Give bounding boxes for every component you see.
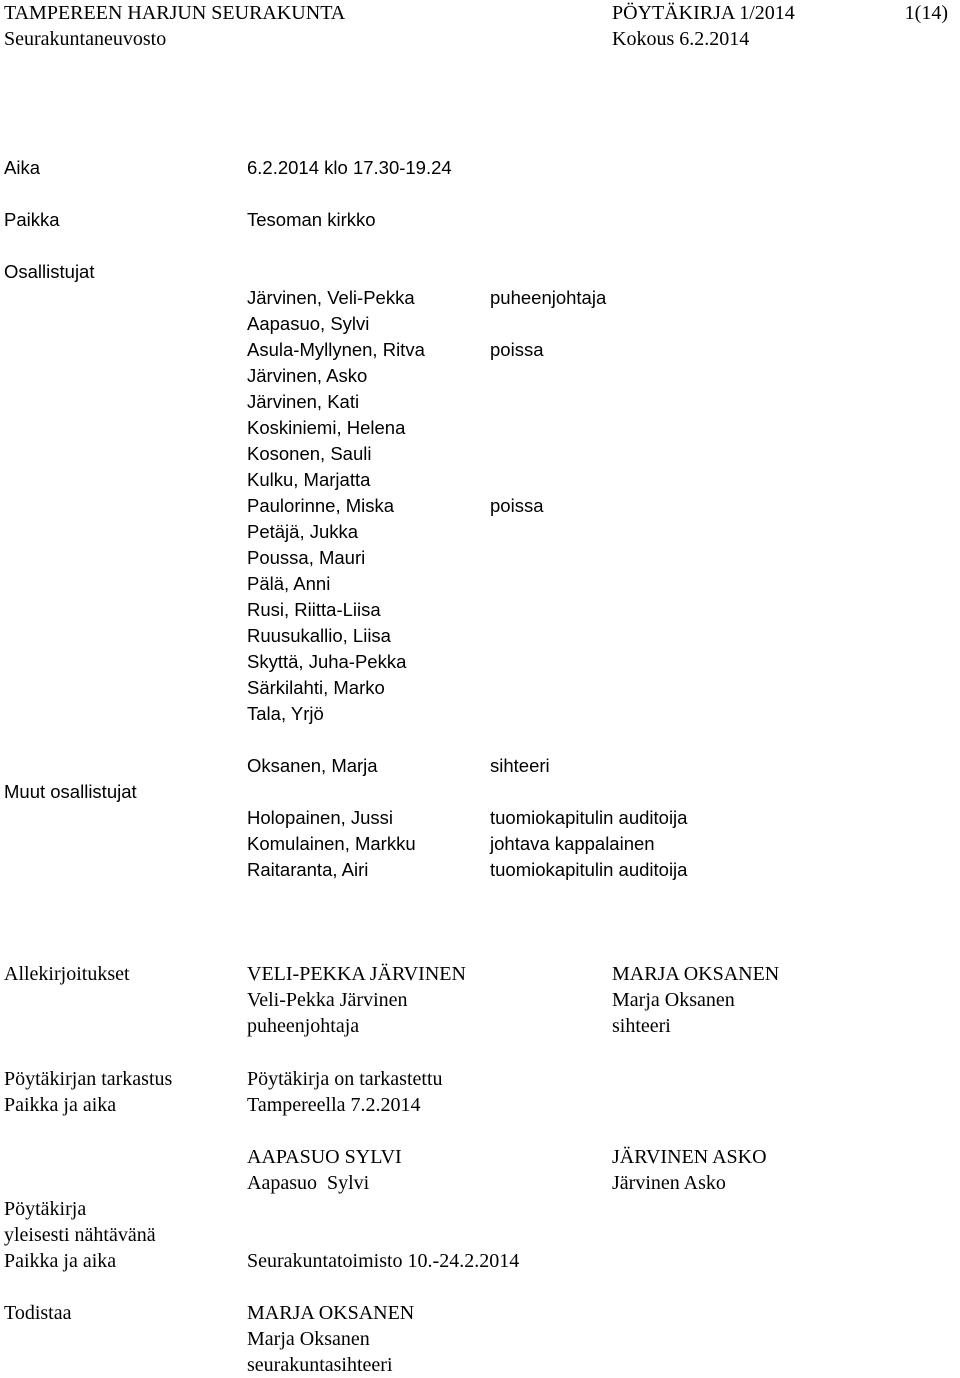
other-attendee-name: Raitaranta, Airi [247,859,369,880]
tarkastus-value: Pöytäkirja on tarkastettu [247,1068,443,1090]
paikka-label: Paikka [4,209,60,230]
member-name: Poussa, Mauri [247,547,366,568]
nahtavana-place-label: Paikka ja aika [4,1250,117,1272]
other-attendee-name: Komulainen, Markku [247,833,416,854]
member-role [490,545,606,571]
other-attendee-name-list [247,805,416,883]
member-name: Tala, Yrjö [247,703,324,724]
other-attendee-role-list [490,805,687,883]
secretary-signature-name: Marja Oksanen [612,989,735,1011]
member-name: Särkilahti, Marko [247,677,385,698]
nahtavana-label-line1: Pöytäkirja [4,1198,87,1220]
chair-name: Veli-Pekka Järvinen [247,989,408,1011]
organization-name: TAMPEREEN HARJUN SEURAKUNTA [4,2,346,24]
nahtavana-label-line2: yleisesti nähtävänä [4,1224,156,1246]
tarkastus-place-value: Tampereella 7.2.2014 [247,1094,421,1116]
checker2-signature-block [612,1144,767,1196]
member-name: Asula-Myllynen, Ritva [247,339,425,360]
member-name: Pälä, Anni [247,573,331,594]
aika-value: 6.2.2014 klo 17.30-19.24 [247,157,452,178]
todistaa-role: seurakuntasihteeri [247,1354,393,1376]
tarkastus-label: Pöytäkirjan tarkastus [4,1068,173,1090]
member-name: Aapasuo, Sylvi [247,313,370,334]
member-role [490,571,606,597]
member-name: Paulorinne, Miska [247,495,395,516]
todistaa-signature-block [247,1300,414,1378]
member-role: puheenjohtaja [490,287,607,308]
other-attendee-role: tuomiokapitulin auditoija [490,807,688,828]
member-role: poissa [490,495,544,516]
member-name: Skyttä, Juha-Pekka [247,651,407,672]
member-name: Koskiniemi, Helena [247,417,406,438]
member-role: poissa [490,339,544,360]
member-role [490,623,606,649]
secretary-caps-name: MARJA OKSANEN [612,963,780,985]
allekirjoitukset-label: Allekirjoitukset [4,963,130,985]
chair-caps-name: VELI-PEKKA JÄRVINEN [247,963,466,985]
other-attendee-role: tuomiokapitulin auditoija [490,859,688,880]
member-name: Järvinen, Veli-Pekka [247,287,415,308]
member-name: Petäjä, Jukka [247,521,359,542]
member-role [490,311,606,337]
member-role [490,441,606,467]
member-role [490,675,606,701]
member-name: Ruusukallio, Liisa [247,625,391,646]
member-role [490,389,606,415]
document-title: PÖYTÄKIRJA 1/2014 [612,2,795,24]
meeting-date: Kokous 6.2.2014 [612,28,750,50]
member-role [490,467,606,493]
osallistujat-label: Osallistujat [4,261,95,282]
member-name: Järvinen, Asko [247,365,368,386]
checker1-name: Aapasuo Sylvi [247,1172,370,1194]
member-role [490,597,606,623]
member-role [490,649,606,675]
chair-role: puheenjohtaja [247,1015,360,1037]
page-number: 1(14) [904,2,948,24]
checker1-signature-block [247,1144,402,1196]
member-role [490,519,606,545]
member-name: Järvinen, Kati [247,391,360,412]
chair-signature-block [247,961,466,1039]
secretary-name: Oksanen, Marja [247,755,378,776]
nahtavana-place-value: Seurakuntatoimisto 10.-24.2.2014 [247,1250,520,1272]
governing-body: Seurakuntaneuvosto [4,28,167,50]
member-name-list [247,285,425,727]
other-attendee-role: johtava kappalainen [490,833,655,854]
member-role [490,363,606,389]
member-name: Kulku, Marjatta [247,469,371,490]
tarkastus-place-label: Paikka ja aika [4,1094,117,1116]
todistaa-name: Marja Oksanen [247,1328,370,1350]
secretary-signature-role: sihteeri [612,1015,671,1037]
member-name: Kosonen, Sauli [247,443,372,464]
member-role [490,415,606,441]
todistaa-label: Todistaa [4,1302,72,1324]
aika-label: Aika [4,157,40,178]
checker2-name: Järvinen Asko [612,1172,726,1194]
checker1-caps-name: AAPASUO SYLVI [247,1146,402,1168]
member-name: Rusi, Riitta-Liisa [247,599,381,620]
todistaa-caps-name: MARJA OKSANEN [247,1302,415,1324]
checker2-caps-name: JÄRVINEN ASKO [612,1146,767,1168]
secretary-role: sihteeri [490,755,550,776]
paikka-value: Tesoman kirkko [247,209,376,230]
secretary-signature-block [612,961,779,1039]
other-attendee-name: Holopainen, Jussi [247,807,394,828]
member-role-list [490,285,606,727]
member-role [490,701,606,727]
muut-osallistujat-label: Muut osallistujat [4,781,137,802]
